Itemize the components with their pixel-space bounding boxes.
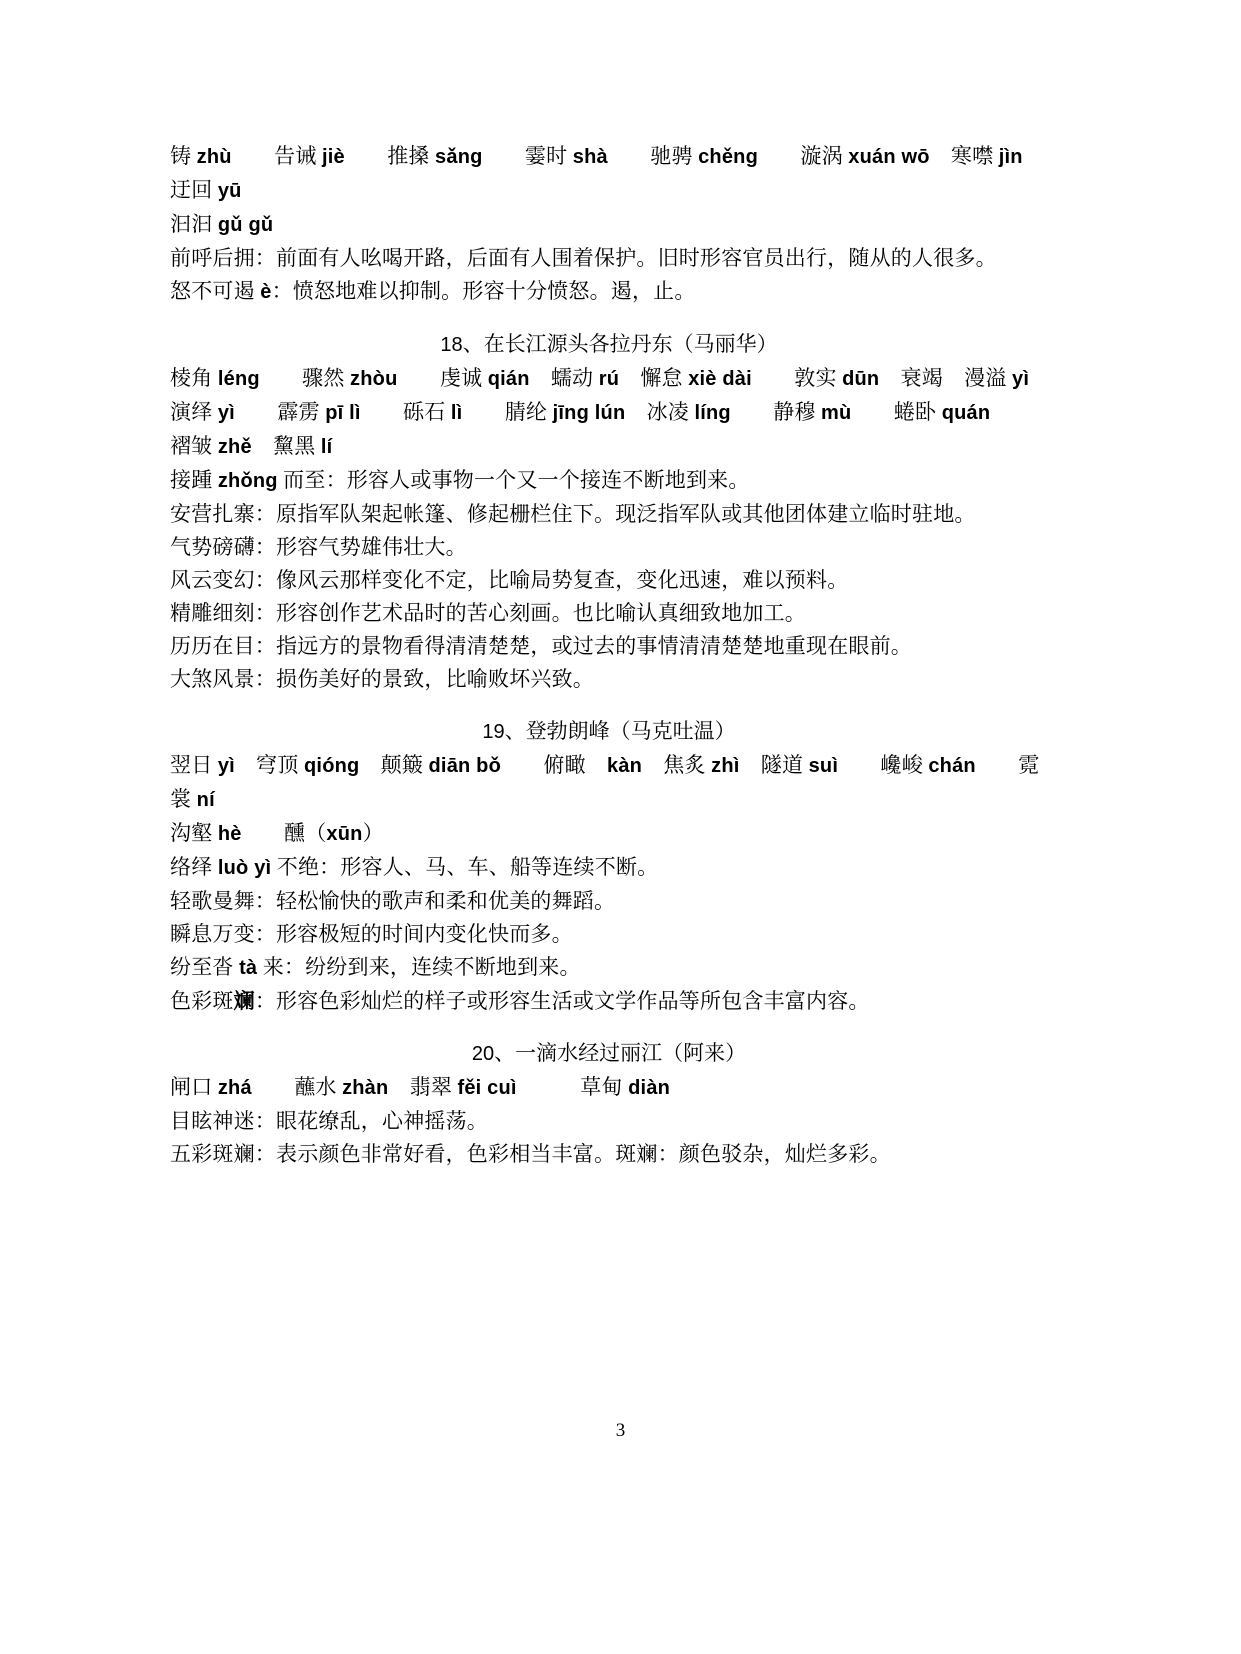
chinese-text: 风云变幻：像风云那样变化不定，比喻局势复查，变化迅速，难以预料。 bbox=[170, 568, 849, 592]
pinyin-text: pī lì bbox=[325, 402, 361, 424]
chinese-text: 不绝：形容人、马、车、船等连续不断。 bbox=[271, 855, 659, 879]
chinese-text: 、一滴水经过丽江（阿来） bbox=[494, 1041, 747, 1065]
section-heading bbox=[170, 715, 1048, 749]
pinyin-text: zhǒng bbox=[217, 470, 278, 492]
text-line bbox=[170, 242, 1048, 275]
chinese-text: 告诫 bbox=[231, 144, 322, 168]
chinese-text: 焦炙 bbox=[642, 753, 712, 777]
chinese-text: 颠簸 bbox=[359, 753, 429, 777]
chinese-text: 驰骋 bbox=[607, 144, 699, 168]
chinese-text: 寒噤 bbox=[929, 144, 999, 168]
chinese-text: 翌日 bbox=[170, 753, 218, 777]
chinese-text: 懈怠 bbox=[619, 366, 689, 390]
chinese-text: 接踵 bbox=[170, 468, 218, 492]
pinyin-text: sǎng bbox=[435, 146, 483, 168]
pinyin-text: chěng bbox=[698, 146, 759, 168]
chinese-text: 棱角 bbox=[170, 366, 218, 390]
chinese-text: 砾石 bbox=[360, 400, 451, 424]
chinese-text: 络绎 bbox=[170, 855, 218, 879]
section-number: 18 bbox=[440, 334, 463, 356]
pinyin-text: yì bbox=[217, 402, 235, 424]
pinyin-text: xūn bbox=[326, 823, 363, 845]
chinese-text: 前呼后拥：前面有人吆喝开路，后面有人围着保护。旧时形容官员出行，随从的人很多。 bbox=[170, 246, 997, 270]
chinese-text: 骤然 bbox=[259, 366, 351, 390]
pinyin-text: luò yì bbox=[217, 857, 272, 879]
pinyin-text: yì bbox=[1012, 368, 1030, 390]
chinese-text: 目眩神迷：眼花缭乱，心神摇荡。 bbox=[170, 1109, 488, 1133]
chinese-text: 铸 bbox=[170, 144, 197, 168]
chinese-text: 静穆 bbox=[730, 400, 822, 424]
pinyin-text: diān bǒ bbox=[428, 755, 502, 777]
chinese-text: 俯瞰 bbox=[501, 753, 608, 777]
chinese-text: 纷至沓 bbox=[170, 955, 240, 979]
pinyin-text: zhá bbox=[217, 1077, 252, 1099]
chinese-text: 、登勃朗峰（马克吐温） bbox=[504, 719, 736, 743]
pinyin-text: fěi cuì bbox=[457, 1077, 517, 1099]
chinese-text: 、在长江源头各拉丹东（马丽华） bbox=[462, 332, 778, 356]
chinese-text: 蜷卧 bbox=[851, 400, 942, 424]
pinyin-text: xuán wō bbox=[848, 146, 930, 168]
chinese-text: 霓裳 bbox=[170, 753, 1040, 811]
chinese-text: 汩汩 bbox=[170, 212, 218, 236]
pinyin-text: léng bbox=[217, 368, 260, 390]
text-line bbox=[170, 885, 1048, 918]
text-line bbox=[170, 985, 1048, 1018]
pinyin-text: lí bbox=[320, 436, 333, 458]
chinese-text: 隧道 bbox=[739, 753, 809, 777]
text-line bbox=[170, 1105, 1048, 1138]
text-line bbox=[170, 663, 1048, 696]
pinyin-text: gǔ gǔ bbox=[217, 214, 274, 236]
chinese-text: 历历在目：指远方的景物看得清清楚楚，或过去的事情清清楚楚地重现在眼前。 bbox=[170, 634, 912, 658]
chinese-text: 精雕细刻：形容创作艺术品时的苦心刻画。也比喻认真细致地加工。 bbox=[170, 601, 806, 625]
chinese-text: 冰凌 bbox=[625, 400, 695, 424]
pinyin-text: tà bbox=[239, 957, 258, 979]
pinyin-text: jīng lún bbox=[552, 402, 626, 424]
pinyin-text: zhàn bbox=[342, 1077, 389, 1099]
pinyin-text: mù bbox=[821, 402, 852, 424]
text-line bbox=[170, 1138, 1048, 1171]
text-line bbox=[170, 531, 1048, 564]
text-line bbox=[170, 564, 1048, 597]
pinyin-text: diàn bbox=[628, 1077, 671, 1099]
pinyin-text: zhì bbox=[711, 755, 740, 777]
chinese-text: 蘸水 bbox=[251, 1075, 343, 1099]
chinese-text: 翡翠 bbox=[388, 1075, 458, 1099]
section-heading bbox=[170, 328, 1048, 362]
text-line bbox=[170, 1071, 1048, 1105]
chinese-text: 霎时 bbox=[482, 144, 573, 168]
chinese-text: 巉峻 bbox=[838, 753, 929, 777]
pinyin-text: jiè bbox=[321, 146, 345, 168]
chinese-text: 褶皱 bbox=[170, 434, 218, 458]
text-line bbox=[170, 951, 1048, 985]
chinese-text: 醺（ bbox=[241, 821, 327, 845]
text-line bbox=[170, 918, 1048, 951]
chinese-text: 来：纷纷到来，连续不断地到来。 bbox=[257, 955, 581, 979]
section-number: 20 bbox=[471, 1043, 495, 1065]
chinese-text: 轻歌曼舞：轻松愉快的歌声和柔和优美的舞蹈。 bbox=[170, 889, 616, 913]
chinese-text: 气势磅礴：形容气势雄伟壮大。 bbox=[170, 535, 467, 559]
chinese-text: 安营扎寨：原指军队架起帐篷、修起栅栏住下。现泛指军队或其他团体建立临时驻地。 bbox=[170, 502, 976, 526]
chinese-text: 五彩斑斓：表示颜色非常好看，色彩相当丰富。斑斓：颜色驳杂，灿烂多彩。 bbox=[170, 1142, 891, 1166]
pinyin-text: è bbox=[260, 281, 272, 303]
chinese-text: 沟壑 bbox=[170, 821, 218, 845]
pinyin-text: kàn bbox=[607, 755, 643, 777]
pinyin-text: lì bbox=[450, 402, 463, 424]
pinyin-text: rú bbox=[598, 368, 620, 390]
text-line bbox=[170, 140, 1066, 208]
pinyin-text: zhòu bbox=[350, 368, 398, 390]
page-number: 3 bbox=[615, 1420, 626, 1441]
text-line bbox=[170, 749, 1048, 817]
pinyin-text: ní bbox=[196, 789, 215, 811]
pinyin-text: suì bbox=[808, 755, 839, 777]
chinese-text: 演绎 bbox=[170, 400, 218, 424]
pinyin-text: yì bbox=[217, 755, 235, 777]
pinyin-text: quán bbox=[941, 402, 991, 424]
text-line bbox=[170, 851, 1048, 885]
text-line bbox=[170, 430, 1048, 464]
text-line bbox=[170, 396, 1048, 430]
pinyin-text: líng bbox=[694, 402, 731, 424]
pinyin-text: yū bbox=[217, 180, 242, 202]
chinese-text: 漩涡 bbox=[758, 144, 849, 168]
document-content bbox=[170, 140, 1066, 1171]
text-line bbox=[170, 275, 1048, 309]
pinyin-text: qióng bbox=[304, 755, 360, 777]
chinese-text: ） bbox=[362, 821, 384, 845]
pinyin-text: jìn bbox=[998, 146, 1023, 168]
chinese-text: 腈纶 bbox=[462, 400, 553, 424]
pinyin-text: hè bbox=[217, 823, 242, 845]
text-line bbox=[170, 464, 1048, 498]
chinese-text: 衰竭 漫溢 bbox=[879, 366, 1013, 390]
section-number: 19 bbox=[482, 721, 505, 743]
pinyin-text: xiè dài bbox=[688, 368, 752, 390]
text-line bbox=[170, 630, 1048, 663]
pinyin-text: shà bbox=[572, 146, 608, 168]
chinese-text: ：愤怒地难以抑制。形容十分愤怒。遏，止。 bbox=[271, 279, 696, 303]
pinyin-text: chán bbox=[928, 755, 976, 777]
pinyin-text: qián bbox=[487, 368, 530, 390]
section-heading bbox=[170, 1037, 1048, 1071]
chinese-text: 色彩斑 bbox=[170, 989, 234, 1013]
chinese-text: 迂回 bbox=[170, 144, 1066, 202]
chinese-text: 推搡 bbox=[344, 144, 436, 168]
text-line bbox=[170, 362, 1048, 396]
text-line bbox=[170, 498, 1048, 531]
text-line bbox=[170, 208, 1048, 242]
text-line bbox=[170, 817, 1048, 851]
chinese-text: 大煞风景：损伤美好的景致，比喻败坏兴致。 bbox=[170, 667, 594, 691]
pinyin-text: dūn bbox=[842, 368, 880, 390]
chinese-text: 黧黑 bbox=[251, 434, 321, 458]
pinyin-text: zhě bbox=[217, 436, 252, 458]
chinese-text: 而至：形容人或事物一个又一个接连不断地到来。 bbox=[277, 468, 750, 492]
chinese-text: 草甸 bbox=[516, 1075, 629, 1099]
chinese-text: 霹雳 bbox=[234, 400, 326, 424]
chinese-text: 瞬息万变：形容极短的时间内变化快而多。 bbox=[170, 922, 573, 946]
chinese-text: 怒不可遏 bbox=[170, 279, 261, 303]
chinese-text: 敦实 bbox=[751, 366, 843, 390]
chinese-text: 蠕动 bbox=[529, 366, 599, 390]
chinese-text: 穹顶 bbox=[234, 753, 305, 777]
chinese-text: 斓 bbox=[233, 989, 255, 1013]
chinese-text: ：形容色彩灿烂的样子或形容生活或文学作品等所包含丰富内容。 bbox=[254, 989, 870, 1013]
pinyin-text: zhù bbox=[196, 146, 232, 168]
chinese-text: 闸口 bbox=[170, 1075, 218, 1099]
text-line bbox=[170, 597, 1048, 630]
chinese-text: 虔诚 bbox=[397, 366, 488, 390]
